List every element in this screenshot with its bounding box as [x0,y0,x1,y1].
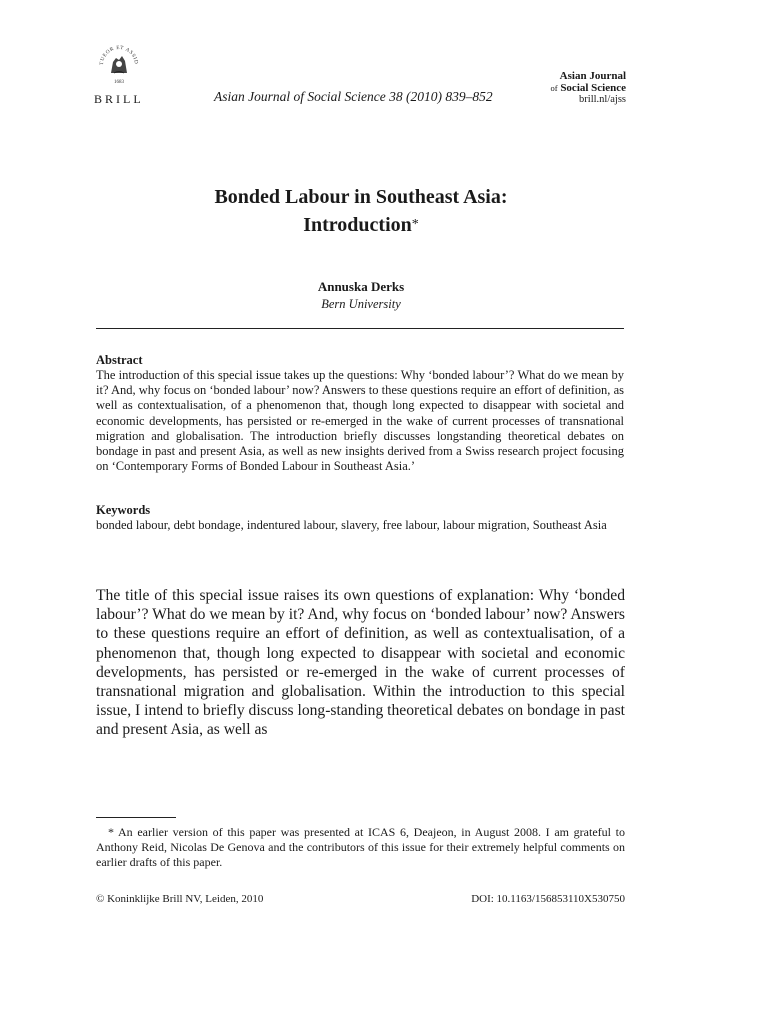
journal-masthead [520,70,626,106]
title-line-1: Bonded Labour in Southeast Asia: [214,186,508,208]
author-name: Annuska Derks [317,279,405,294]
abstract-text: The introduction of this special issue takes up the questions: Why ‘bonded labour’? What do we mean by it? And, why focus on ‘bonded labour’ now? Answers to these questions require an effort of definition, as well as contextualisation, of a phenomenon that, though long expected to disappear with societal and economic developments, has persisted or re-emerged in the wake of current processes of transnational migration and globalisation. The introduction briefly discusses longstanding theoretical debates on bondage in past and present Asia, as well as new insights derived from a Swiss research project focusing on ‘Contemporary Forms of Bonded Labour in Southeast Asia.’ [96,368,624,474]
copyright-notice: © Koninklijke Brill NV, Leiden, 2010 [96,893,264,905]
journal-name-line1: Asian Journal [559,70,626,82]
title-line-2 [96,211,626,239]
header-divider [96,328,624,329]
title-line-2-text: Introduction [303,214,412,236]
footnote-marker: * [108,825,114,839]
svg-text:TUEOR ET ASSIDUE PROVISA: TUEOR ET ASSID [98,44,140,66]
footnote-divider [96,817,176,818]
journal-name-social-science: Social Science [560,82,626,94]
abstract-heading: Abstract [96,353,143,367]
publisher-name: BRILL [94,92,144,106]
journal-citation: Asian Journal of Social Science 38 (2010) 839–852 [214,89,493,104]
svg-text:1683: 1683 [114,80,124,85]
body-paragraph: The title of this special issue raises its own questions of explanation: Why ‘bonded labour’? What do we mean by it? And, why focus on ‘bonded labour’ now? Answers to these questions require an effort of definition, as well as contextualisation, of a phenomenon that, though long expected to disappear with societal and economic developments, has persisted or re-emerged in the wake of current processes of transnational migration and globalisation. Within the introduction to this special issue, I intend to briefly discuss long-standing theoretical debates on bondage in past and present Asia, as well as [96,587,625,739]
brill-logo [96,40,142,86]
journal-name-of: of [550,83,558,93]
keywords-heading: Keywords [96,503,151,517]
author-affiliation: Bern University [321,297,401,311]
journal-url[interactable]: brill.nl/ajss [579,94,626,105]
footnote-text: An earlier version of this paper was presented at ICAS 6, Deajeon, in August 2008. I am grateful to Anthony Reid, Nicolas De Genova and the contributors of this issue for their extremely helpful comments on earlier drafts of this paper. [96,825,625,869]
article-title [96,183,626,239]
keywords-text: bonded labour, debt bondage, indentured labour, slavery, free labour, labour migration, Southeast Asia [96,518,607,532]
title-footnote-marker[interactable]: * [411,217,419,232]
footnote [96,825,625,870]
doi[interactable]: DOI: 10.1163/156853110X530750 [471,893,625,905]
journal-name-line2 [520,82,626,94]
